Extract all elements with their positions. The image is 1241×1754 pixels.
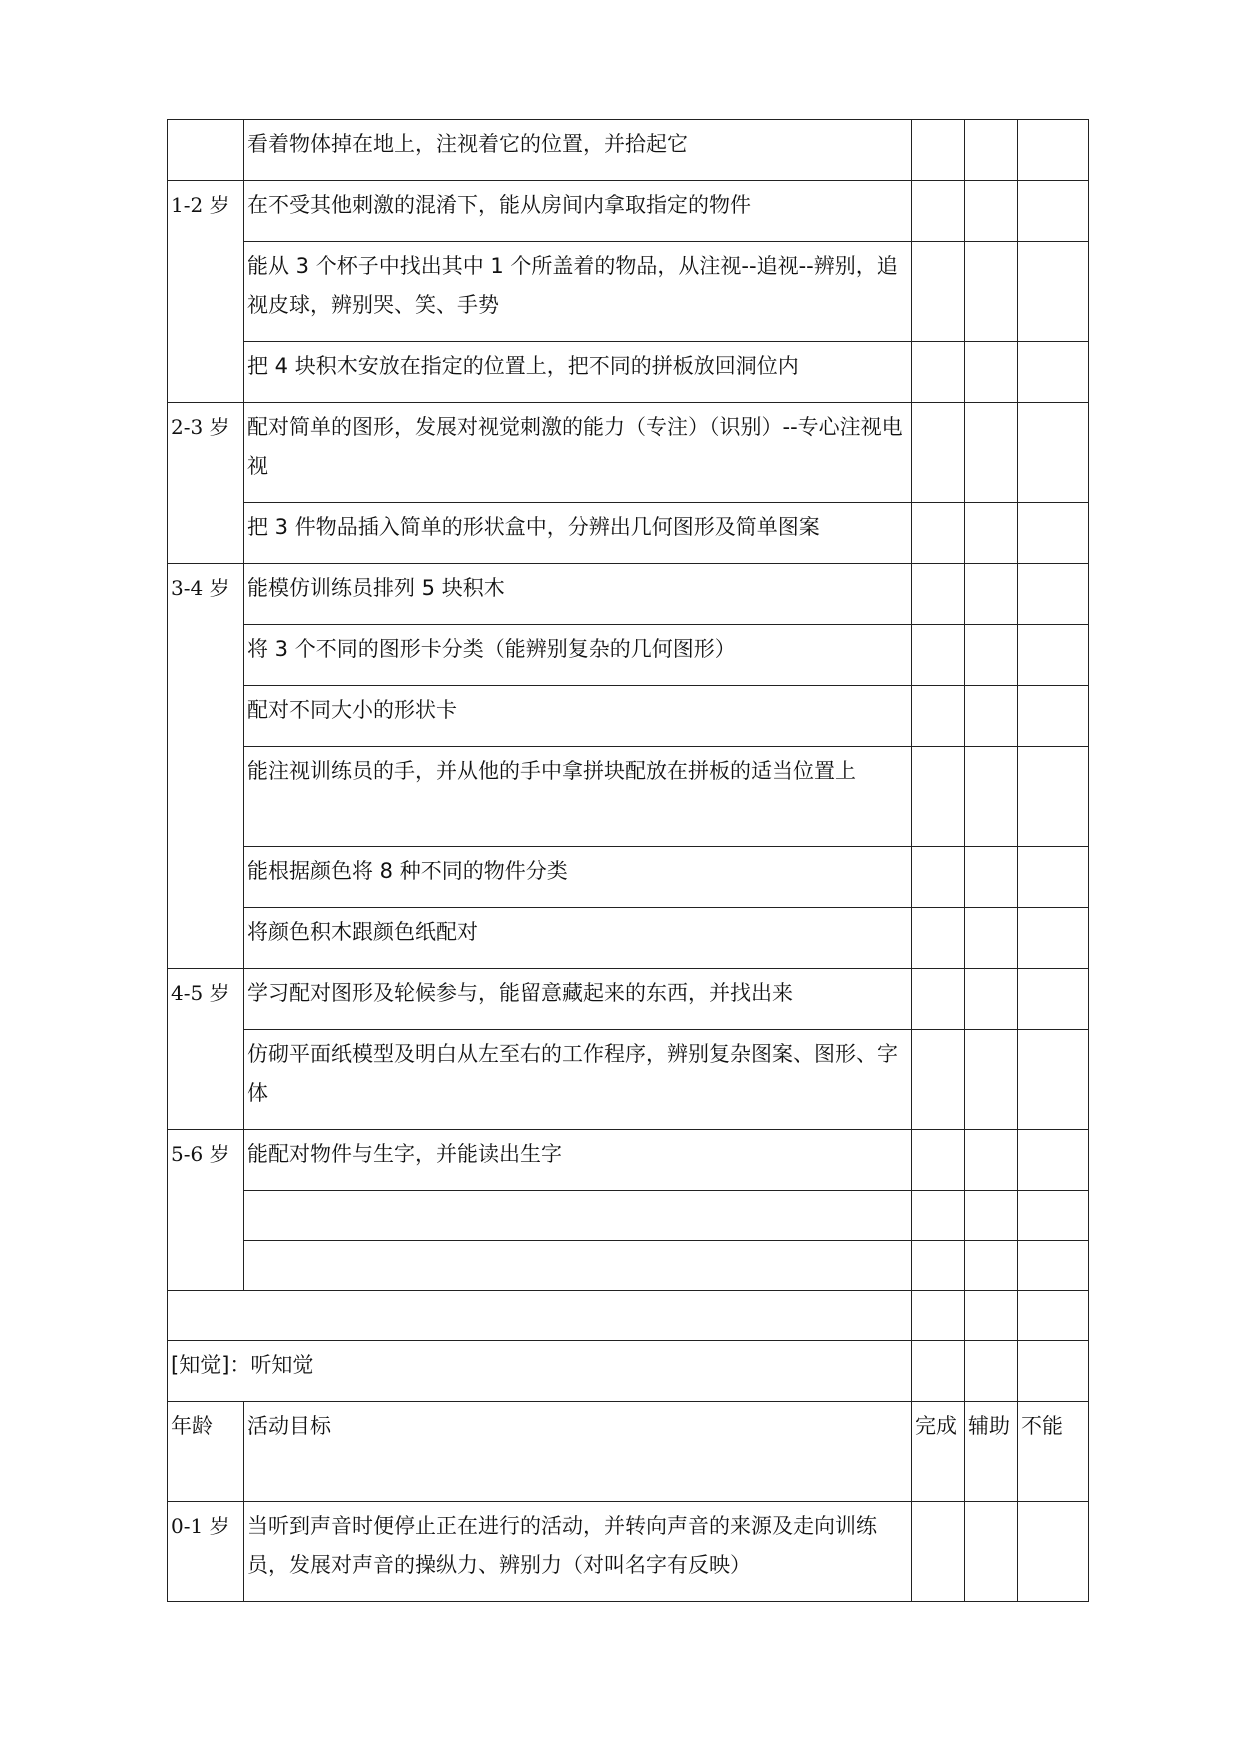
assist-check-cell[interactable]	[965, 503, 1018, 564]
unable-check-cell[interactable]	[1018, 181, 1089, 242]
blank-cell	[1018, 1291, 1089, 1341]
header-assist: 辅助	[965, 1402, 1018, 1502]
assist-check-cell[interactable]	[965, 1130, 1018, 1191]
goal-cell: 能配对物件与生字，并能读出生字	[244, 1130, 912, 1191]
unable-check-cell[interactable]	[1018, 1241, 1089, 1291]
assist-check-cell[interactable]	[965, 747, 1018, 847]
table-row	[168, 1130, 1089, 1191]
age-cell: 0-1 岁	[168, 1502, 244, 1602]
unable-check-cell[interactable]	[1018, 1191, 1089, 1241]
done-check-cell[interactable]	[912, 1030, 965, 1130]
goal-cell: 当听到声音时便停止正在进行的活动，并转向声音的来源及走向训练员，发展对声音的操纵力、辨别力（对叫名字有反映）	[244, 1502, 912, 1602]
unable-check-cell[interactable]	[1018, 1030, 1089, 1130]
done-check-cell[interactable]	[912, 747, 965, 847]
goal-cell: 配对不同大小的形状卡	[244, 686, 912, 747]
goal-cell: 将 3 个不同的图形卡分类（能辨别复杂的几何图形）	[244, 625, 912, 686]
unable-check-cell[interactable]	[1018, 342, 1089, 403]
done-check-cell[interactable]	[912, 403, 965, 503]
goal-cell: 能根据颜色将 8 种不同的物件分类	[244, 847, 912, 908]
assist-check-cell[interactable]	[965, 1030, 1018, 1130]
table-row	[168, 181, 1089, 242]
goal-cell: 在不受其他刺激的混淆下，能从房间内拿取指定的物件	[244, 181, 912, 242]
section-title: [知觉]：听知觉	[168, 1341, 912, 1402]
table-row	[168, 1502, 1089, 1602]
assist-check-cell[interactable]	[965, 403, 1018, 503]
done-check-cell[interactable]	[912, 908, 965, 969]
age-cell: 4-5 岁	[168, 969, 244, 1130]
assist-check-cell[interactable]	[965, 564, 1018, 625]
done-check-cell[interactable]	[912, 120, 965, 181]
goal-cell: 配对简单的图形，发展对视觉刺激的能力（专注）（识别）--专心注视电视	[244, 403, 912, 503]
table-row	[168, 342, 1089, 403]
age-cell: 2-3 岁	[168, 403, 244, 564]
header-row	[168, 1402, 1089, 1502]
blank-cell	[912, 1341, 965, 1402]
age-cell: 5-6 岁	[168, 1130, 244, 1291]
unable-check-cell[interactable]	[1018, 847, 1089, 908]
assist-check-cell[interactable]	[965, 342, 1018, 403]
table-row	[168, 1191, 1089, 1241]
assist-check-cell[interactable]	[965, 1241, 1018, 1291]
unable-check-cell[interactable]	[1018, 1502, 1089, 1602]
header-age: 年龄	[168, 1402, 244, 1502]
header-done: 完成	[912, 1402, 965, 1502]
separator-row	[168, 1291, 1089, 1341]
goal-cell: 能从 3 个杯子中找出其中 1 个所盖着的物品，从注视--追视--辨别，追视皮球，辨别哭、笑、手势	[244, 242, 912, 342]
table-row	[168, 847, 1089, 908]
done-check-cell[interactable]	[912, 1130, 965, 1191]
unable-check-cell[interactable]	[1018, 908, 1089, 969]
done-check-cell[interactable]	[912, 847, 965, 908]
table-row	[168, 969, 1089, 1030]
done-check-cell[interactable]	[912, 1241, 965, 1291]
done-check-cell[interactable]	[912, 1502, 965, 1602]
assessment-table	[167, 119, 1089, 1602]
unable-check-cell[interactable]	[1018, 747, 1089, 847]
table-row	[168, 1241, 1089, 1291]
done-check-cell[interactable]	[912, 503, 965, 564]
age-cell: 1-2 岁	[168, 181, 244, 403]
unable-check-cell[interactable]	[1018, 969, 1089, 1030]
goal-cell	[244, 1241, 912, 1291]
done-check-cell[interactable]	[912, 564, 965, 625]
assist-check-cell[interactable]	[965, 625, 1018, 686]
assist-check-cell[interactable]	[965, 242, 1018, 342]
assist-check-cell[interactable]	[965, 1191, 1018, 1241]
table-row	[168, 120, 1089, 181]
table-row	[168, 1030, 1089, 1130]
done-check-cell[interactable]	[912, 686, 965, 747]
blank-cell	[965, 1341, 1018, 1402]
table-row	[168, 403, 1089, 503]
assist-check-cell[interactable]	[965, 847, 1018, 908]
header-goal: 活动目标	[244, 1402, 912, 1502]
unable-check-cell[interactable]	[1018, 686, 1089, 747]
unable-check-cell[interactable]	[1018, 242, 1089, 342]
goal-cell: 学习配对图形及轮候参与，能留意藏起来的东西，并找出来	[244, 969, 912, 1030]
unable-check-cell[interactable]	[1018, 625, 1089, 686]
age-cell: 3-4 岁	[168, 564, 244, 969]
done-check-cell[interactable]	[912, 342, 965, 403]
goal-cell: 将颜色积木跟颜色纸配对	[244, 908, 912, 969]
goal-cell: 能模仿训练员排列 5 块积木	[244, 564, 912, 625]
done-check-cell[interactable]	[912, 625, 965, 686]
table-row	[168, 908, 1089, 969]
unable-check-cell[interactable]	[1018, 120, 1089, 181]
table-row	[168, 686, 1089, 747]
unable-check-cell[interactable]	[1018, 1130, 1089, 1191]
section-title-row	[168, 1341, 1089, 1402]
done-check-cell[interactable]	[912, 1191, 965, 1241]
table-row	[168, 564, 1089, 625]
assist-check-cell[interactable]	[965, 686, 1018, 747]
assist-check-cell[interactable]	[965, 120, 1018, 181]
assist-check-cell[interactable]	[965, 1502, 1018, 1602]
table-row	[168, 747, 1089, 847]
assist-check-cell[interactable]	[965, 908, 1018, 969]
table-row	[168, 503, 1089, 564]
done-check-cell[interactable]	[912, 181, 965, 242]
done-check-cell[interactable]	[912, 242, 965, 342]
table-row	[168, 625, 1089, 686]
header-unable: 不能	[1018, 1402, 1089, 1502]
table-row	[168, 242, 1089, 342]
goal-cell	[244, 1191, 912, 1241]
goal-cell: 看着物体掉在地上，注视着它的位置，并拾起它	[244, 120, 912, 181]
goal-cell: 把 4 块积木安放在指定的位置上，把不同的拼板放回洞位内	[244, 342, 912, 403]
unable-check-cell[interactable]	[1018, 503, 1089, 564]
blank-cell	[912, 1291, 965, 1341]
assist-check-cell[interactable]	[965, 181, 1018, 242]
done-check-cell[interactable]	[912, 969, 965, 1030]
age-cell	[168, 120, 244, 181]
blank-cell	[168, 1291, 912, 1341]
goal-cell: 把 3 件物品插入简单的形状盒中，分辨出几何图形及简单图案	[244, 503, 912, 564]
unable-check-cell[interactable]	[1018, 403, 1089, 503]
goal-cell: 仿砌平面纸模型及明白从左至右的工作程序，辨别复杂图案、图形、字体	[244, 1030, 912, 1130]
blank-cell	[965, 1291, 1018, 1341]
assist-check-cell[interactable]	[965, 969, 1018, 1030]
unable-check-cell[interactable]	[1018, 564, 1089, 625]
blank-cell	[1018, 1341, 1089, 1402]
goal-cell: 能注视训练员的手，并从他的手中拿拼块配放在拼板的适当位置上	[244, 747, 912, 847]
